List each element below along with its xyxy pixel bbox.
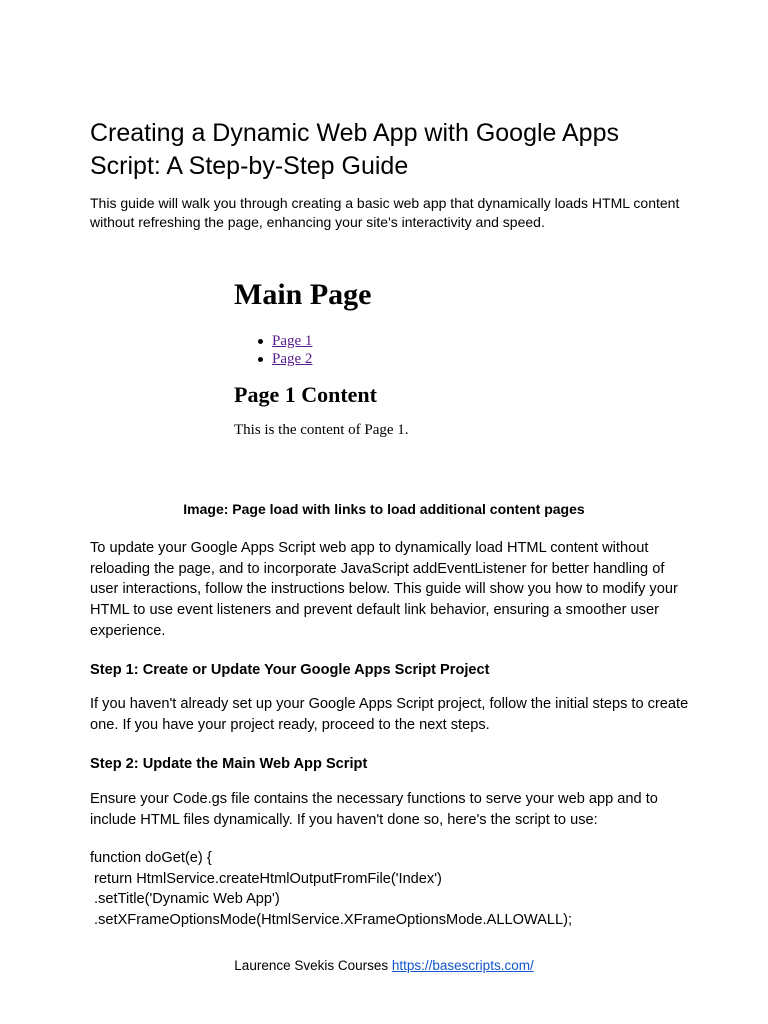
footer-author: Laurence Svekis Courses: [234, 958, 389, 973]
code-line: return HtmlService.createHtmlOutputFromFile('Index'): [90, 870, 442, 887]
embedded-web-app-screenshot: [234, 270, 654, 440]
step-1-heading: Step 1: Create or Update Your Google Apps Script Project: [90, 662, 490, 678]
page-2-link[interactable]: Page 2: [272, 351, 313, 367]
code-line: function doGet(e) {: [90, 850, 212, 866]
code-line: .setTitle('Dynamic Web App'): [90, 891, 280, 908]
intro-paragraph: This guide will walk you through creating a basic web app that dynamically loads HTML content without refreshing the page, enhancing your site's interactivity and speed.: [90, 195, 680, 230]
step-1-paragraph: If you haven't already set up your Google Apps Script project, follow the initial steps to create one. If you have your project ready, proceed to the next steps.: [90, 696, 689, 733]
screenshot-link-list: [234, 332, 654, 368]
image-caption: Image: Page load with links to load additional content pages: [183, 501, 585, 517]
screenshot-content-text: This is the content of Page 1.: [234, 422, 409, 438]
overview-paragraph: To update your Google Apps Script web app to dynamically load HTML content without reloading the page, and to incorporate JavaScript addEventListener for better handling of user interactions, follow the instructions below. This guide will show you how to modify your HTML to use event listeners and prevent default link behavior, ensuring a smoother user experience.: [90, 540, 678, 639]
page-footer: [0, 956, 768, 976]
screenshot-main-heading: Main Page: [234, 278, 372, 311]
step-2-paragraph: Ensure your Code.gs file contains the necessary functions to serve your web app and to include HTML files dynamically. If you haven't done so, here's the script to use:: [90, 791, 658, 828]
screenshot-content-heading: Page 1 Content: [234, 382, 377, 407]
code-block: [90, 848, 690, 931]
page-1-link[interactable]: Page 1: [272, 333, 313, 349]
step-2-heading: Step 2: Update the Main Web App Script: [90, 756, 368, 772]
code-line: .setXFrameOptionsMode(HtmlService.XFrameOptionsMode.ALLOWALL);: [90, 912, 573, 929]
footer-link[interactable]: https://basescripts.com/: [391, 958, 534, 973]
document-title: Creating a Dynamic Web App with Google Apps Script: A Step-by-Step Guide: [90, 119, 619, 180]
list-item: [272, 332, 654, 350]
list-item: [272, 350, 654, 368]
